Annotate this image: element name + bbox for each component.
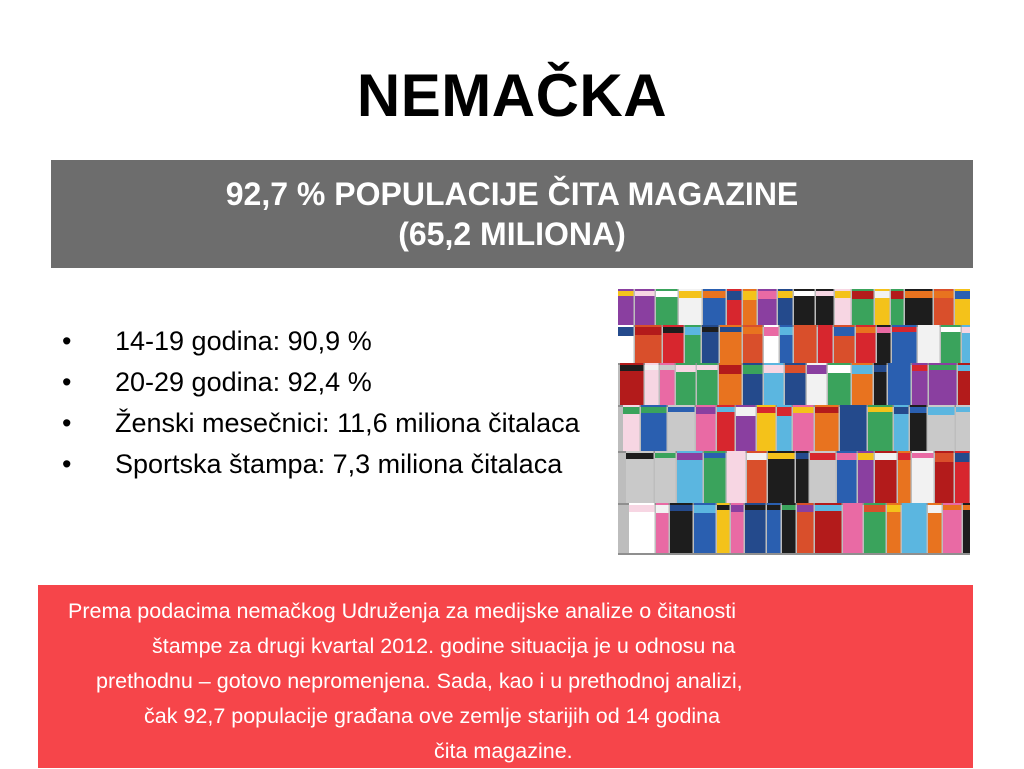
magazine-masthead	[626, 453, 654, 459]
magazine-masthead	[720, 327, 742, 332]
magazine-masthead	[697, 365, 718, 370]
magazine-masthead	[655, 453, 676, 458]
headline-line-2: (65,2 MILIONA)	[398, 216, 626, 252]
magazine-masthead	[828, 365, 851, 373]
magazine-masthead	[835, 291, 851, 298]
magazine-cover	[745, 503, 766, 555]
magazine-masthead	[875, 453, 897, 460]
magazine-masthead	[796, 453, 809, 459]
magazine-masthead	[717, 505, 730, 510]
magazine-masthead	[935, 453, 954, 462]
bullet-item	[60, 404, 600, 443]
magazine-masthead	[834, 327, 855, 336]
magazine-masthead	[918, 327, 940, 334]
magazine-cover	[943, 503, 962, 555]
bullet-text: Sportska štampa: 7,3 miliona čitalaca	[115, 449, 563, 479]
magazine-masthead	[743, 327, 763, 334]
magazine-masthead	[679, 291, 702, 298]
magazine-masthead	[694, 505, 716, 513]
magazine-masthead	[676, 365, 696, 372]
magazine-masthead	[670, 505, 693, 511]
magazine-masthead	[912, 365, 928, 371]
magazine-cover	[912, 451, 934, 505]
footnote-line: štampe za drugi kvartal 2012. godine situacija je u odnosu na	[152, 634, 736, 658]
headline-box	[51, 160, 973, 268]
magazine-masthead	[731, 505, 744, 512]
magazine-cover	[963, 503, 970, 555]
magazine-cover	[704, 451, 726, 505]
magazine-masthead	[758, 291, 777, 299]
magazine-masthead	[864, 505, 886, 512]
magazine-rack-photo	[618, 289, 970, 555]
magazine-masthead	[780, 327, 793, 335]
magazine-masthead	[874, 365, 887, 372]
magazine-masthead	[727, 291, 742, 300]
magazine-masthead	[958, 365, 970, 371]
magazine-cover	[796, 451, 809, 505]
bullet-item	[60, 363, 600, 402]
magazine-cover	[717, 503, 730, 555]
magazine-cover	[655, 451, 676, 505]
magazine-masthead	[702, 327, 719, 332]
magazine-masthead	[815, 505, 842, 511]
magazine-masthead	[656, 291, 678, 297]
magazine-cover	[717, 405, 735, 453]
bullet-marker: •	[62, 449, 72, 479]
magazine-masthead	[902, 505, 927, 511]
magazine-masthead	[955, 453, 970, 462]
bullet-item	[60, 322, 600, 361]
magazine-masthead	[912, 453, 934, 458]
magazine-masthead	[635, 327, 662, 335]
magazine-masthead	[685, 327, 701, 335]
magazine-masthead	[928, 407, 955, 415]
bullet-text: Ženski mesečnici: 11,6 miliona čitalaca	[115, 408, 580, 438]
magazine-masthead	[898, 453, 911, 460]
bullet-text: 14-19 godina: 90,9 %	[115, 326, 372, 356]
bullet-marker: •	[62, 408, 72, 438]
footnote-line: Prema podacima nemačkog Udruženja za medijske analize o čitanosti	[68, 599, 737, 623]
magazine-masthead	[807, 365, 827, 374]
magazine-masthead	[719, 365, 742, 374]
magazine-masthead	[668, 407, 695, 412]
magazine-masthead	[778, 291, 793, 298]
magazine-masthead	[852, 365, 873, 374]
headline-line-1: 92,7 % POPULACIJE ČITA MAGAZINE	[225, 176, 799, 212]
magazine-masthead	[797, 505, 814, 512]
magazine-masthead	[782, 505, 796, 510]
magazine-masthead	[843, 505, 863, 513]
magazine-masthead	[743, 365, 763, 374]
magazine-masthead	[743, 291, 757, 300]
magazine-masthead	[962, 327, 970, 333]
magazine-masthead	[785, 365, 806, 373]
magazine-masthead	[745, 505, 766, 510]
magazine-masthead	[818, 327, 833, 332]
bullet-text: 20-29 godina: 92,4 %	[115, 367, 372, 397]
magazine-masthead	[764, 365, 784, 373]
footnote-line: čita magazine.	[434, 739, 573, 763]
magazine-masthead	[941, 327, 961, 332]
magazine-masthead	[963, 505, 970, 510]
magazine-masthead	[910, 407, 927, 413]
magazine-masthead	[747, 453, 767, 460]
magazine-rack-illustration	[618, 289, 970, 555]
magazine-masthead	[868, 407, 893, 412]
magazine-cover	[626, 451, 654, 505]
magazine-masthead	[618, 327, 634, 336]
magazine-masthead	[856, 327, 876, 333]
slide-title: NEMAČKA	[356, 62, 668, 129]
magazine-masthead	[618, 291, 634, 296]
magazine-masthead	[794, 291, 815, 296]
magazine-masthead	[793, 407, 814, 413]
magazine-masthead	[641, 407, 667, 413]
magazine-cover	[668, 405, 695, 453]
magazine-masthead	[877, 327, 891, 333]
magazine-masthead	[704, 453, 726, 458]
magazine-masthead	[777, 407, 792, 416]
footnote-box	[38, 585, 973, 768]
magazine-masthead	[767, 505, 781, 510]
magazine-masthead	[894, 407, 909, 414]
magazine-masthead	[620, 365, 644, 371]
magazine-cover	[782, 503, 796, 555]
magazine-masthead	[768, 453, 795, 459]
magazine-masthead	[660, 365, 675, 370]
magazine-masthead	[934, 291, 954, 298]
magazine-masthead	[629, 505, 655, 512]
magazine-masthead	[696, 407, 716, 414]
magazine-masthead	[929, 365, 957, 370]
magazine-masthead	[635, 291, 655, 296]
magazine-masthead	[852, 291, 874, 299]
magazine-cover	[868, 405, 893, 453]
magazine-masthead	[887, 505, 901, 512]
magazine-masthead	[888, 365, 911, 373]
magazine-cover	[956, 405, 970, 453]
magazine-masthead	[892, 327, 917, 332]
magazine-masthead	[727, 453, 746, 461]
magazine-masthead	[816, 291, 834, 296]
bullet-item	[60, 445, 600, 484]
magazine-masthead	[717, 407, 735, 412]
magazine-cover	[767, 503, 781, 555]
magazine-masthead	[875, 291, 890, 298]
magazine-masthead	[703, 291, 726, 298]
magazine-masthead	[815, 407, 839, 413]
magazine-masthead	[656, 505, 669, 513]
magazine-masthead	[757, 407, 776, 413]
magazine-masthead	[663, 327, 684, 333]
magazine-masthead	[794, 327, 817, 333]
bullet-list	[60, 322, 600, 486]
footnote-line: prethodnu – gotovo nepromenjena. Sada, kao i u prethodnoj analizi,	[96, 669, 743, 693]
magazine-masthead	[764, 327, 779, 336]
rack-shelf	[618, 553, 970, 555]
magazine-masthead	[955, 291, 970, 299]
magazine-masthead	[928, 505, 942, 513]
magazine-masthead	[840, 407, 867, 413]
magazine-masthead	[645, 365, 659, 370]
footnote-line: čak 92,7 populacije građana ove zemlje starijih od 14 godina	[144, 704, 721, 728]
magazine-masthead	[736, 407, 756, 416]
magazine-masthead	[891, 291, 904, 299]
bullet-marker: •	[62, 326, 72, 356]
magazine-masthead	[677, 453, 703, 460]
magazine-masthead	[623, 407, 640, 414]
magazine-masthead	[943, 505, 962, 510]
magazine-masthead	[810, 453, 836, 460]
magazine-masthead	[956, 407, 970, 412]
bullet-marker: •	[62, 367, 72, 397]
magazine-masthead	[837, 453, 857, 460]
magazine-masthead	[905, 291, 933, 298]
magazine-cover	[768, 451, 795, 505]
magazine-masthead	[858, 453, 874, 460]
